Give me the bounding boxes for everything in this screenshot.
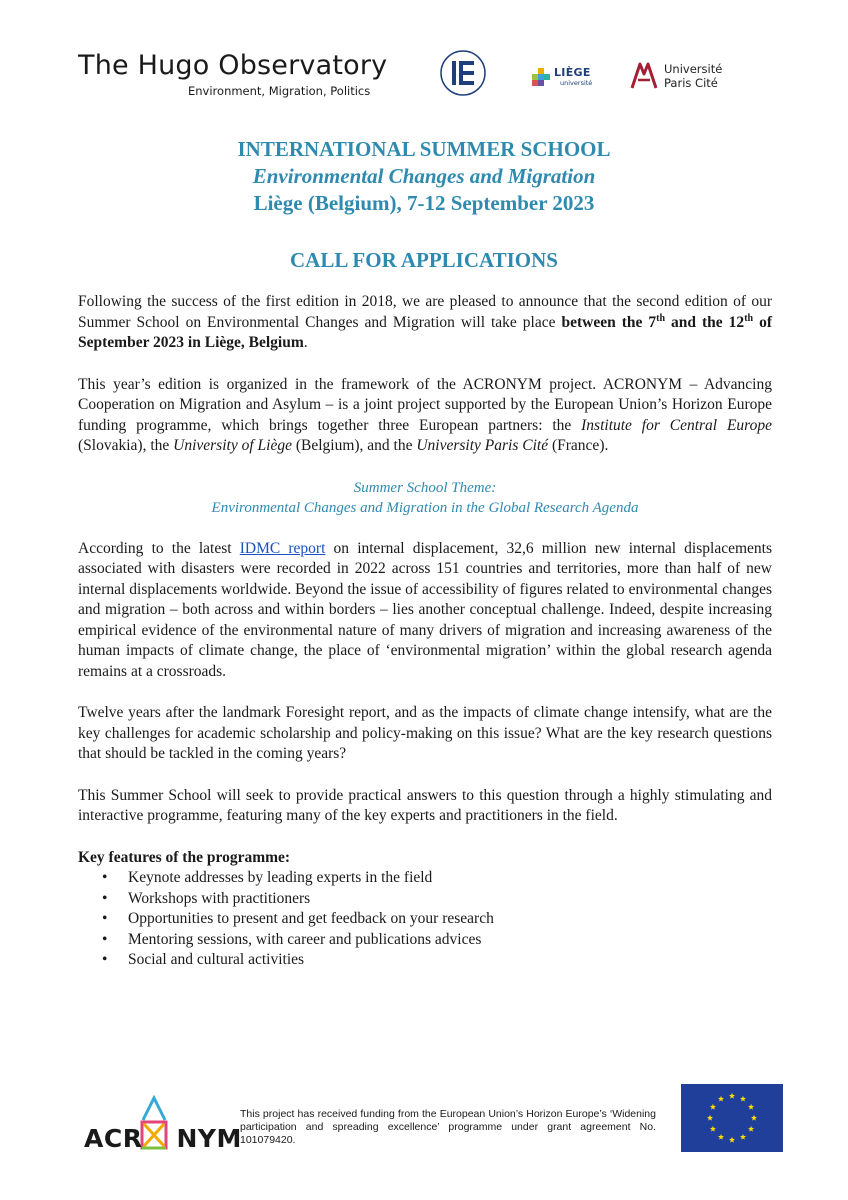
paragraph-programme: This Summer School will seek to provide practical answers to this question through a highly stimulating and interactive programme, featuring many of the key experts and practitioners in the field. xyxy=(78,786,772,824)
title-block xyxy=(0,136,848,217)
eu-flag-icon xyxy=(681,1084,783,1152)
list-item: • Opportunities to present and get feedback on your research xyxy=(78,909,772,930)
key-features-list xyxy=(78,868,772,971)
paragraph-foresight: Twelve years after the landmark Foresight report, and as the impacts of climate change intensify, what are the key challenges for academic scholarship and policy-making on this issue? What are the key research questions that should be tackled in the coming years? xyxy=(78,704,772,762)
ice-logo-icon xyxy=(440,50,486,96)
hugo-observatory-subtitle: Environment, Migration, Politics xyxy=(188,84,371,98)
key-features-heading: Key features of the programme: xyxy=(78,848,291,866)
list-item: • Workshops with practitioners xyxy=(78,889,772,910)
upc-logo-line2: Paris Cité xyxy=(664,76,718,90)
theme-label: Summer School Theme: xyxy=(353,479,497,496)
title-theme: Environmental Changes and Migration xyxy=(252,164,596,188)
dates-emphasis: between the 7th and the 12th of September 2023 in Liège, Belgium xyxy=(78,312,772,351)
paragraph-acronym: This year’s edition is organized in the framework of the ACRONYM project. ACRONYM – Advancing Cooperation on Migration and Asylum – is a joint project supported by the European Union’s Horizon Europe funding programme, which brings together three European partners: the Institute for Central Europe (Slovakia), the University of Liège (Belgium), and the University Paris Cité (France). xyxy=(78,375,772,454)
list-item: • Keynote addresses by leading experts in the field xyxy=(78,868,772,889)
list-item: • Social and cultural activities xyxy=(78,950,772,971)
hugo-observatory-title: The Hugo Observatory xyxy=(78,50,388,81)
paragraph-idmc: According to the latest IDMC report on internal displacement, 32,6 million new internal displacements associated with disasters were recorded in 2022 across 151 countries and territories, more than half of new internal displacements worldwide. Beyond the issue of accessibility of figures related to environmental changes and migration – both across and within borders – lies another conceptual challenge. Indeed, despite increasing empirical evidence of the environmental nature of many drivers of migration and increasing awareness of the human impacts of climate change, the place of ‘environmental migration’ within the global research agenda remains at a crossroads. xyxy=(78,539,772,680)
paragraph-intro: Following the success of the first edition in 2018, we are pleased to announce that the second edition of our Summer School on Environmental Changes and Migration will take place between the 7th and the 12th of September 2023 in Liège, Belgium. xyxy=(78,293,772,351)
liege-logo-sub: université xyxy=(560,79,593,87)
call-for-applications-heading: CALL FOR APPLICATIONS xyxy=(290,248,558,272)
upc-logo-line1: Université xyxy=(664,62,723,76)
summer-school-theme xyxy=(78,478,772,518)
title-location-date: Liège (Belgium), 7-12 September 2023 xyxy=(253,191,595,215)
funding-statement: This project has received funding from the European Union’s Horizon Europe’s ‘Widening participation and spreading excellence’ programme under grant agreement No. 101079420. xyxy=(240,1108,656,1146)
list-item: • Mentoring sessions, with career and publications advices xyxy=(78,930,772,951)
liege-logo-word: LIÈGE xyxy=(554,66,591,79)
document-body xyxy=(78,292,772,971)
title-summer-school: INTERNATIONAL SUMMER SCHOOL xyxy=(237,137,611,161)
page-header xyxy=(0,0,848,120)
acronym-wordmark: ACR NYM xyxy=(84,1124,242,1153)
theme-title: Environmental Changes and Migration in the Global Research Agenda xyxy=(211,499,639,516)
idmc-report-link[interactable]: IDMC report xyxy=(239,539,326,557)
universite-paris-cite-logo-icon xyxy=(628,60,660,92)
